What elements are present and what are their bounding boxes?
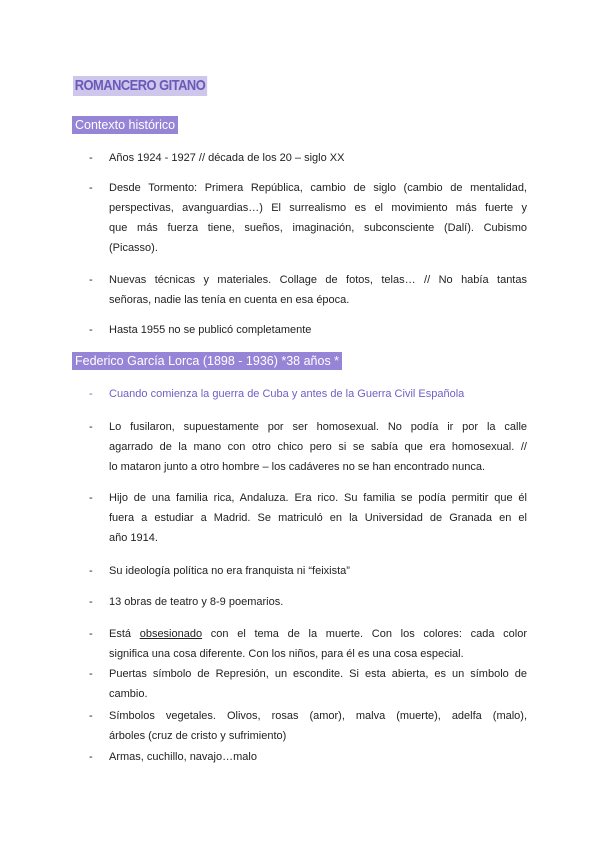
item-line: año 1914. [109, 532, 158, 544]
bullet-dash: - [89, 492, 93, 504]
item-line: 13 obras de teatro y 8-9 poemarios. [109, 596, 284, 608]
item-line: Hijo de una familia rica, Andaluza. Era rico. Su familia se podía permitir que él [109, 492, 527, 504]
bullet-dash: - [89, 274, 93, 286]
bullet-dash: - [89, 668, 93, 680]
underlined-word: obsesionado [139, 628, 203, 640]
item-line: Su ideología política no era franquista ni “feixista” [109, 565, 350, 577]
bullet-dash: - [89, 152, 93, 164]
item-line: (Picasso). [109, 242, 158, 254]
item-line: perspectivas, avanguardias…) El surrealismo es el movimiento más fuerte y [109, 202, 527, 214]
bullet-dash: - [89, 565, 93, 577]
item-line: Símbolos vegetales. Olivos, rosas (amor), malva (muerte), adelfa (malo), [109, 710, 527, 722]
section-heading-context: Contexto histórico [72, 116, 178, 134]
item-line-part: Está [109, 628, 140, 640]
bullet-dash: - [89, 182, 93, 194]
bullet-dash: - [89, 596, 93, 608]
bullet-dash: - [89, 421, 93, 433]
item-line: Años 1924 - 1927 // década de los 20 – siglo XX [109, 152, 345, 164]
item-line-part: con el tema de la muerte. Con los colores: cada color [202, 628, 527, 640]
item-line: árboles (cruz de cristo y sufrimiento) [109, 730, 287, 742]
item-line: cambio. [109, 688, 148, 700]
item-line [109, 624, 527, 644]
item-line: Nuevas técnicas y materiales. Collage de fotos, telas… // No había tantas [109, 274, 527, 286]
item-line: lo mataron junto a otro hombre – los cadáveres no se han encontrado nunca. [109, 461, 486, 473]
item-line: Hasta 1955 no se publicó completamente [109, 324, 312, 336]
item-line: Armas, cuchillo, navajo…malo [109, 751, 257, 763]
item-line: señoras, nadie las tenía en cuenta en esa época. [109, 294, 350, 306]
item-line: significa una cosa diferente. Con los niños, para él es una cosa especial. [109, 648, 464, 660]
item-line: Cuando comienza la guerra de Cuba y antes de la Guerra Civil Española [109, 388, 465, 400]
bullet-dash: - [89, 751, 93, 763]
item-line: agarrado de la mano con otro chico pero si se sabía que era homosexual. // [109, 441, 527, 453]
item-line: Desde Tormento: Primera República, cambio de siglo (cambio de mentalidad, [109, 182, 527, 194]
bullet-dash: - [89, 628, 93, 640]
bullet-dash: - [89, 324, 93, 336]
item-line: Lo fusilaron, supuestamente por ser homosexual. No podía ir por la calle [109, 421, 527, 433]
bullet-dash: - [89, 388, 93, 400]
item-line: Puertas símbolo de Represión, un escondite. Si esta abierta, es un símbolo de [109, 668, 527, 680]
item-line: fuera a estudiar a Madrid. Se matriculó en la Universidad de Granada en el [109, 512, 527, 524]
item-line: que más fuerza tiene, sueños, imaginación, subconsciente (Dalí). Cubismo [109, 222, 527, 234]
bullet-dash: - [89, 710, 93, 722]
document-title: ROMANCERO GITANO [74, 77, 206, 94]
section-heading-lorca: Federico García Lorca (1898 - 1936) *38 años * [72, 352, 342, 370]
